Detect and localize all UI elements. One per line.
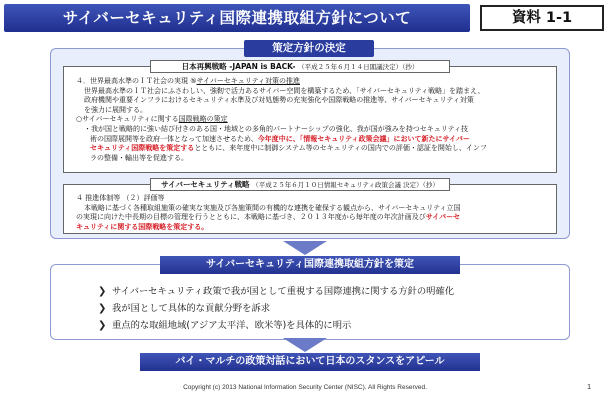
quote-b-line: キュリティに関する国際戦略を策定する。 [76, 222, 209, 231]
quote-a-text: 術の国際展開等を政府一体となって加速させるため、 [90, 134, 258, 143]
quote-a-line: ・我が国と戦略的に強い結び付きのある国・地域との多角的パートナーシップの強化、我が国が強みを持つセキュリティ技 [84, 124, 469, 133]
quote-b-line [76, 213, 546, 223]
policy-item [98, 300, 454, 317]
quote-a-emphasis: 今年度中に、「情報セキュリティ政策会議」において新たにサイバー [257, 134, 470, 143]
quote-a-note: （平成２５年６月１４日閣議決定）（抄） [298, 63, 419, 71]
quote-a-title: 日本再興戦略 -JAPAN is BACK- [181, 62, 296, 71]
document-badge: 資料 1-1 [480, 5, 604, 31]
quote-a-emphasis: セキュリティ国際戦略を策定する [90, 144, 195, 153]
quote-a-line: ラの整備・輸出等を促進する。 [90, 153, 188, 162]
stance-heading: バイ・マルチの政策対話において日本のスタンスをアピール [140, 353, 480, 371]
quote-b-note: （平成２５年６月１０日情報セキュリティ政策会議 決定）（抄） [252, 181, 439, 189]
quote-a-line [76, 144, 546, 154]
chevron-right-icon: ❯ [98, 286, 107, 297]
quote-b-line: 本戦略に基づく各種取組施策の確実な実施及び各施策間の有機的な連携を確保する観点から、サイバーセキュリティ立国 [84, 203, 461, 212]
flow-arrow-down-icon [283, 338, 327, 352]
quote-b-tab [150, 178, 450, 191]
quote-a-heading: ４．世界最高水準のＩＴ社会の実現 ⑤ [76, 77, 197, 85]
page-number: 1 [587, 382, 592, 391]
quote-a-line: を強力に展開する。 [84, 105, 147, 114]
quote-box-revitalization-strategy [63, 66, 557, 173]
quote-box-cybersecurity-strategy [63, 184, 557, 234]
flow-arrow-down-icon [283, 241, 327, 255]
quote-b-text: の実現に向けた中長期の目標の管理を行うとともに、本戦略に基づき、２０１３年度から毎年度の年次計画及び [76, 213, 426, 222]
chevron-right-icon: ❯ [98, 320, 107, 331]
policy-item-text: 重点的な取組地域(アジア太平洋、欧米等)を具体的に明示 [112, 320, 352, 331]
policy-item [98, 283, 454, 300]
quote-a-line [76, 135, 546, 145]
slide-title: サイバーセキュリティ国際連携取組方針について [4, 4, 470, 32]
policy-item [98, 317, 454, 334]
policy-list [98, 283, 454, 334]
quote-a-text: とともに、来年度中に制御システム等のセキュリティの国内での評価・認証を開始し、インフ [194, 144, 487, 153]
quote-a-line: 政府機関や重要インフラにおけるセキュリティ水準及び対処態勢の充実強化や国際戦略の推進等、サイバーセキュリティ対策 [84, 96, 474, 105]
quote-a-line: 世界最高水準のＩＴ社会にふさわしい、強靭で活力あるサイバー空間を構築するため、「サイバーセキュリティ戦略」を踏まえ、 [84, 86, 485, 95]
quote-b-emphasis: サイバーセ [425, 213, 460, 222]
quote-a-line [76, 115, 546, 125]
copyright-notice: Copyright (c) 2013 National Information Security Center (NISC). All Rights Reserved. [183, 384, 427, 391]
quote-a-tab [150, 60, 450, 73]
quote-a-subheading: ○サイバーセキュリティに関する [76, 115, 179, 124]
policy-item-text: サイバーセキュリティ政策で我が国として重視する国際連携に関する方針の明確化 [112, 286, 455, 297]
quote-b-line: ４ 推進体制等 （２）評価等 [76, 194, 165, 202]
section-label: 策定方針の決定 [244, 40, 374, 57]
quote-a-subheading-underlined: 国際戦略の策定 [178, 115, 228, 124]
policy-heading: サイバーセキュリティ国際連携取組方針を策定 [160, 256, 460, 274]
quote-a-line [76, 77, 546, 87]
quote-b-title: サイバーセキュリティ戦略 [161, 180, 250, 189]
quote-a-heading-underlined: サイバーセキュリティ対策の推進 [196, 77, 301, 85]
chevron-right-icon: ❯ [98, 303, 107, 314]
policy-item-text: 我が国として具体的な貢献分野を訴求 [112, 303, 271, 314]
